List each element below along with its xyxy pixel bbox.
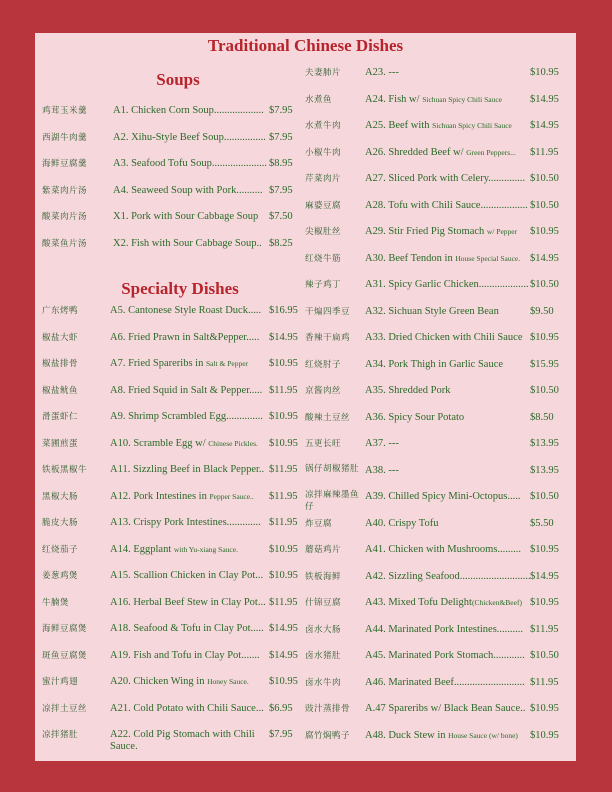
item-name: A20. Chicken Wing in Honey Sauce. — [110, 676, 249, 687]
item-name: A40. Crispy Tofu — [365, 517, 439, 529]
item-price: $7.95 — [269, 184, 293, 196]
specialty-heading: Specialty Dishes — [121, 279, 239, 298]
item-name: X1. Pork with Sour Cabbage Soup — [113, 211, 259, 222]
menu-item — [42, 489, 309, 505]
item-chinese-name: 铁板海鲜 — [305, 571, 342, 582]
menu-item — [305, 542, 570, 558]
item-chinese-name: 卤水大肠 — [305, 624, 342, 635]
menu-item — [42, 595, 309, 611]
item-note: with Yu-xiang Sauce. — [173, 544, 238, 554]
item-chinese-name: 香辣干扁鸡 — [305, 333, 351, 343]
menu-item — [42, 183, 309, 199]
menu-item — [42, 330, 309, 346]
item-name: A8. Fried Squid in Salt & Pepper..... — [110, 384, 263, 396]
item-chinese-name: 麻婆豆腐 — [305, 200, 342, 211]
item-price: $14.95 — [269, 649, 298, 661]
menu-item — [42, 409, 309, 425]
item-chinese-name: 椒盐大虾 — [42, 332, 79, 343]
item-price: $11.95 — [530, 676, 559, 688]
item-chinese-name: 干煸四季豆 — [305, 306, 351, 317]
item-price: $13.95 — [530, 438, 559, 449]
item-name: A31. Spicy Garlic Chicken................... — [365, 279, 529, 290]
item-price: $10.95 — [530, 67, 559, 78]
item-name: A12. Pork Intestines in Pepper Sauce.. — [110, 490, 254, 502]
item-price: $10.95 — [530, 703, 559, 714]
item-price: $6.95 — [269, 702, 293, 714]
item-price: $7.50 — [269, 211, 293, 222]
item-chinese-name: 腐竹焖鸭子 — [305, 730, 351, 741]
item-price: $11.95 — [269, 596, 298, 608]
menu-item — [305, 118, 570, 134]
item-name: A19. Fish and Tofu in Clay Pot....... — [110, 649, 260, 661]
item-price: $15.95 — [530, 358, 559, 370]
item-chinese-name: 水煮鱼 — [305, 94, 333, 105]
item-chinese-name: 酸菜肉片汤 — [42, 212, 88, 222]
item-chinese-name: 滑蛋虾仁 — [42, 412, 79, 422]
item-name: A32. Sichuan Style Green Bean — [365, 305, 499, 317]
item-chinese-name: 炸豆腐 — [305, 518, 333, 529]
item-name: A16. Herbal Beef Stew in Clay Pot... — [110, 596, 266, 608]
menu-item — [42, 236, 309, 252]
menu-item — [305, 569, 570, 585]
item-note: Green Peppers... — [466, 147, 516, 157]
item-price: $14.95 — [530, 252, 559, 264]
item-price: $14.95 — [530, 120, 559, 131]
item-chinese-name: 广东烤鸭 — [42, 306, 79, 316]
item-name: A21. Cold Potato with Chili Sauce... — [110, 702, 264, 714]
item-chinese-name: 锅仔胡椒猪肚 — [305, 463, 360, 474]
item-price: $11.95 — [530, 146, 559, 158]
menu-item — [42, 209, 309, 225]
item-name: A38. --- — [365, 464, 399, 476]
item-name: A29. Stir Fried Pig Stomach w/ Pepper — [365, 226, 518, 237]
menu-page — [35, 33, 576, 761]
item-price: $11.95 — [269, 384, 298, 396]
item-chinese-name: 蜜汁鸡翅 — [42, 677, 79, 687]
item-chinese-name: 凉拌猪肚 — [42, 730, 79, 740]
item-price: $10.50 — [530, 650, 559, 661]
menu-item — [305, 436, 570, 452]
item-price: $11.95 — [269, 490, 298, 502]
item-price: $10.50 — [530, 173, 559, 184]
item-note: Pepper Sauce.. — [209, 491, 254, 501]
menu-item — [305, 145, 570, 161]
menu-item — [305, 277, 570, 293]
item-name: A7. Fried Spareribs in Salt & Pepper — [110, 358, 249, 369]
item-price: $10.50 — [530, 199, 559, 211]
item-name: A43. Mixed Tofu Delight(Chicken&Beef) — [365, 597, 522, 608]
item-chinese-name: 豉汁蒸排骨 — [305, 704, 351, 714]
menu-item — [42, 701, 309, 717]
item-name: A44. Marinated Pork Intestines.......... — [365, 623, 524, 635]
item-name: A26. Shredded Beef w/ Green Peppers... — [365, 146, 516, 158]
item-chinese-name: 夫妻肺片 — [305, 68, 342, 78]
menu-item — [42, 542, 309, 558]
menu-item — [42, 621, 309, 637]
item-price: $10.95 — [269, 411, 298, 422]
item-chinese-name: 铁板黑椒牛 — [42, 465, 88, 475]
item-name: A39. Chilled Spicy Mini-Octopus..... — [365, 491, 521, 502]
item-name: A46. Marinated Beef........................... — [365, 676, 525, 688]
item-name: A15. Scallion Chicken in Clay Pot... — [110, 570, 264, 581]
item-note: Sichuan Spicy Chili Sauce — [422, 94, 502, 104]
item-name: A36. Spicy Sour Potato — [365, 411, 465, 423]
menu-item — [42, 103, 309, 119]
item-chinese-name: 海鲜豆腐羹 — [42, 159, 88, 169]
item-chinese-name: 什锦豆腐 — [305, 598, 342, 608]
item-chinese-name: 红烧肘子 — [305, 359, 342, 370]
item-price: $10.95 — [530, 544, 559, 555]
item-note: Sichuan Spicy Chili Sauce — [432, 121, 512, 130]
item-chinese-name: 卤水猪肚 — [305, 651, 342, 661]
item-price: $14.95 — [530, 93, 559, 105]
item-note: Honey Sauce. — [207, 677, 249, 686]
menu-item — [305, 728, 570, 744]
item-name: A2. Xihu-Style Beef Soup................ — [113, 131, 266, 143]
item-chinese-name: 蘑菇鸡片 — [305, 545, 342, 555]
item-price: $5.50 — [530, 517, 554, 529]
item-chinese-name: 脆皮大肠 — [42, 518, 79, 528]
item-chinese-name: 红烧牛筋 — [305, 253, 342, 264]
item-note: Salt & Pepper — [205, 359, 249, 368]
item-chinese-name: 尖椒肚丝 — [305, 227, 342, 237]
menu-item — [305, 489, 570, 512]
item-note: House Special Sauce. — [455, 253, 521, 263]
item-name: A37. --- — [365, 438, 399, 449]
menu-item — [42, 462, 309, 478]
item-name: A25. Beef with Sichuan Spicy Chili Sauce — [365, 120, 512, 131]
menu-item — [305, 701, 570, 717]
item-chinese-name: 芹菜肉片 — [305, 174, 342, 184]
menu-item — [42, 356, 309, 372]
item-price: $10.95 — [269, 358, 298, 369]
item-price: $10.95 — [269, 543, 298, 555]
item-chinese-name: 鸡茸玉米羹 — [42, 106, 88, 116]
menu-item — [305, 198, 570, 214]
item-name: A4. Seaweed Soup with Pork.......... — [113, 184, 263, 196]
item-name: A14. Eggplant with Yu-xiang Sauce. — [110, 543, 238, 555]
item-chinese-name: 京酱肉丝 — [305, 386, 342, 396]
item-price: $8.50 — [530, 411, 554, 423]
item-chinese-name: 椒盐鱿鱼 — [42, 385, 79, 396]
item-note: Chinese Pickles. — [208, 438, 258, 448]
item-chinese-name: 菜圃煎蛋 — [42, 438, 79, 449]
item-price: $9.50 — [530, 305, 554, 317]
item-name: A27. Sliced Pork with Celery.............. — [365, 173, 526, 184]
item-price: $10.95 — [530, 729, 559, 741]
item-price: $10.95 — [530, 597, 559, 608]
menu-item — [42, 436, 309, 452]
item-note: House Sauce (w/ bone) — [448, 730, 518, 740]
menu-item — [305, 675, 570, 691]
menu-item — [42, 648, 309, 664]
item-name: A48. Duck Stew in House Sauce (w/ bone) — [365, 729, 518, 741]
item-chinese-name: 牛腩煲 — [42, 597, 70, 608]
item-price: $7.95 — [269, 105, 293, 116]
item-price: $14.95 — [530, 570, 559, 582]
item-price: $14.95 — [269, 623, 298, 634]
item-chinese-name: 紫菜肉片汤 — [42, 185, 88, 196]
item-price: $7.95 — [269, 729, 293, 740]
menu-item — [305, 330, 570, 346]
item-chinese-name: 黑椒大肠 — [42, 491, 79, 502]
item-price: $13.95 — [530, 464, 559, 476]
item-chinese-name: 小椒牛肉 — [305, 147, 342, 158]
menu-item — [305, 171, 570, 187]
soups-heading: Soups — [156, 70, 200, 89]
item-price: $10.95 — [530, 332, 559, 343]
item-name: A35. Shredded Pork — [365, 385, 451, 396]
menu-item — [305, 595, 570, 611]
item-price: $11.95 — [269, 517, 298, 528]
menu-item — [42, 383, 309, 399]
menu-item — [305, 251, 570, 267]
item-name: A34. Pork Thigh in Garlic Sauce — [365, 358, 504, 370]
item-name: A6. Fried Prawn in Salt&Pepper..... — [110, 331, 260, 343]
item-name: A11. Sizzling Beef in Black Pepper.. — [110, 464, 265, 475]
menu-item — [305, 65, 570, 81]
menu-item — [305, 622, 570, 638]
item-price: $10.50 — [530, 279, 559, 290]
item-name: A23. --- — [365, 67, 399, 78]
menu-item — [305, 224, 570, 240]
item-chinese-name: 斑鱼豆腐煲 — [42, 650, 88, 661]
menu-item — [305, 383, 570, 399]
item-name: A9. Shrimp Scrambled Egg.............. — [110, 411, 263, 422]
item-name: A1. Chicken Corn Soup................... — [113, 105, 264, 116]
item-price: $10.95 — [269, 570, 298, 581]
item-name: A28. Tofu with Chili Sauce.................. — [365, 199, 528, 211]
item-name: A13. Crispy Pork Intestines............. — [110, 517, 261, 528]
item-chinese-name: 西湖牛肉羹 — [42, 132, 88, 143]
item-price: $7.95 — [269, 131, 293, 143]
item-name: A.47 Spareribs w/ Black Bean Sauce.. — [365, 703, 526, 714]
item-chinese-name: 椒盐排骨 — [42, 359, 79, 369]
menu-item — [305, 410, 570, 426]
menu-item — [305, 304, 570, 320]
item-name: A3. Seafood Tofu Soup..................... — [113, 158, 267, 169]
menu-item — [42, 303, 309, 319]
menu-item — [305, 516, 570, 532]
item-chinese-name: 红烧茄子 — [42, 544, 79, 555]
item-note: w/ Pepper — [486, 227, 518, 236]
item-chinese-name: 姜葱鸡煲 — [42, 571, 79, 581]
menu-item — [42, 727, 309, 752]
item-chinese-name: 水煮牛肉 — [305, 121, 342, 131]
item-chinese-name: 酸辣土豆丝 — [305, 412, 351, 423]
menu-item — [42, 130, 309, 146]
item-price: $10.50 — [530, 385, 559, 396]
item-price: $10.95 — [269, 437, 298, 449]
item-note: (Chicken&Beef) — [471, 598, 522, 607]
menu-title: Traditional Chinese Dishes — [207, 36, 404, 55]
item-chinese-name: 凉拌土豆丝 — [42, 703, 88, 714]
menu-item — [305, 92, 570, 108]
item-price: $10.95 — [269, 676, 298, 687]
item-price: $10.95 — [530, 226, 559, 237]
item-price: $10.50 — [530, 491, 559, 502]
item-name: X2. Fish with Sour Cabbage Soup.. — [113, 237, 262, 249]
item-chinese-name: 卤水牛肉 — [305, 677, 342, 688]
item-price: $16.95 — [269, 305, 298, 316]
item-name: A18. Seafood & Tofu in Clay Pot..... — [110, 623, 264, 634]
item-chinese-name: 凉拌麻辣墨鱼仔 — [305, 490, 360, 512]
item-price: $8.95 — [269, 158, 293, 169]
item-price: $11.95 — [530, 623, 559, 635]
item-name: A30. Beef Tendon in House Special Sauce. — [365, 252, 521, 264]
item-price: $14.95 — [269, 331, 298, 343]
item-chinese-name: 酸菜鱼片汤 — [42, 238, 88, 249]
item-name: A5. Cantonese Style Roast Duck..... — [110, 305, 262, 316]
item-name: A33. Dried Chicken with Chili Sauce — [365, 332, 523, 343]
menu-item — [42, 674, 309, 690]
menu-item — [305, 648, 570, 664]
item-price: $8.25 — [269, 237, 293, 249]
item-name: A22. Cold Pig Stomach with Chili Sauce. — [110, 729, 255, 752]
item-chinese-name: 辣子鸡丁 — [305, 280, 342, 290]
item-chinese-name: 海鲜豆腐煲 — [42, 624, 88, 634]
item-name: A45. Marinated Pork Stomach............ — [365, 650, 525, 661]
item-chinese-name: 五更长旺 — [305, 439, 342, 449]
item-name: A42. Sizzling Seafood........................... — [365, 570, 531, 582]
menu-item — [305, 357, 570, 373]
item-name: A24. Fish w/ Sichuan Spicy Chili Sauce — [365, 93, 502, 105]
item-price: $11.95 — [269, 464, 298, 475]
item-name: A41. Chicken with Mushrooms......... — [365, 544, 522, 555]
menu-item — [42, 156, 309, 172]
menu-item — [42, 568, 309, 584]
item-name: A10. Scramble Egg w/ Chinese Pickles. — [110, 437, 258, 449]
menu-item — [42, 515, 309, 531]
menu-item — [305, 463, 570, 479]
